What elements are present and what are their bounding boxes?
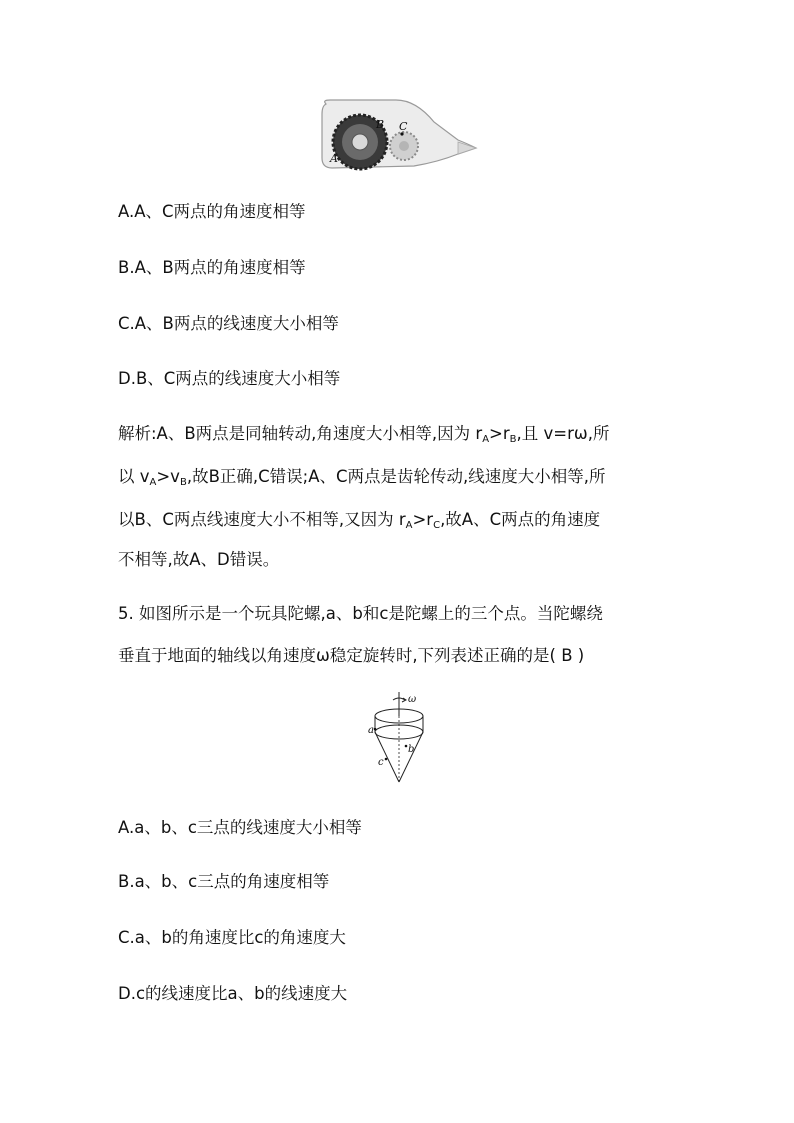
analysis-line-4: 不相等,故A、D错误。 <box>118 550 280 569</box>
gear-dispenser-figure <box>318 96 478 172</box>
q5-option-a: A.a、b、c三点的线速度大小相等 <box>118 818 362 837</box>
large-gear-hub <box>352 134 368 150</box>
q4-option-d: D.B、C两点的线速度大小相等 <box>118 369 341 388</box>
label-a: a <box>368 725 374 736</box>
q4-option-b: B.A、B两点的角速度相等 <box>118 258 306 277</box>
spinning-top-figure <box>362 690 432 790</box>
q5-stem-line-1: 5. 如图所示是一个玩具陀螺,a、b和c是陀螺上的三个点。当陀螺绕 <box>118 604 603 623</box>
small-gear-hub <box>399 141 409 151</box>
label-c: C <box>399 120 408 133</box>
q5-option-c: C.a、b的角速度比c的角速度大 <box>118 928 346 947</box>
q5-stem-line-2: 垂直于地面的轴线以角速度ω稳定旋转时,下列表述正确的是( B ) <box>118 646 585 665</box>
label-b: B <box>376 118 385 131</box>
label-omega: ω <box>408 694 417 705</box>
label-c: c <box>378 757 384 768</box>
label-a: A <box>330 152 338 165</box>
q4-option-c: C.A、B两点的线速度大小相等 <box>118 314 339 333</box>
point-c <box>385 758 388 761</box>
analysis-line-3: 以B、C两点线速度大小不相等,又因为 $r_A>r_C$,故A、C两点的角速度 <box>118 510 601 531</box>
point-b <box>405 745 408 748</box>
q4-option-a: A.A、C两点的角速度相等 <box>118 202 306 221</box>
analysis-line-2: 以 $v_A>v_B$,故B正确,C错误;A、C两点是齿轮传动,线速度大小相等,所 <box>118 467 606 488</box>
q5-option-d: D.c的线速度比a、b的线速度大 <box>118 984 348 1003</box>
cone-right <box>399 732 423 782</box>
q5-option-b: B.a、b、c三点的角速度相等 <box>118 872 330 891</box>
point-a <box>374 728 377 731</box>
analysis-line-1: 解析:A、B两点是同轴转动,角速度大小相等,因为 $r_A>r_B$,且 v=rω,所 <box>118 424 610 445</box>
label-b: b <box>408 744 415 755</box>
